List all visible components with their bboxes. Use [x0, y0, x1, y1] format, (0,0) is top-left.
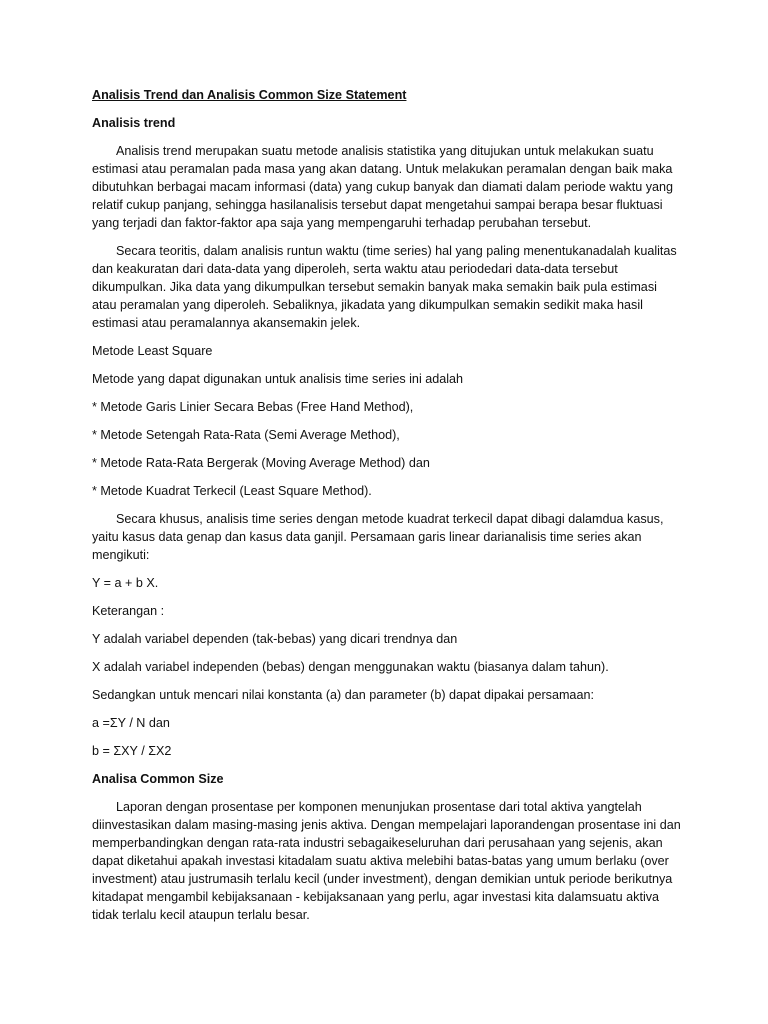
equation-trend-line: Y = a + b X.	[92, 576, 159, 590]
list-item-method-3: * Metode Rata-Rata Bergerak (Moving Average Method) dan	[92, 456, 430, 470]
paragraph-constants: Sedangkan untuk mencari nilai konstanta (a) dan parameter (b) dapat dipakai persamaan:	[92, 688, 594, 702]
equation-a: a =ΣY / N dan	[92, 716, 170, 730]
paragraph-common-size: Laporan dengan prosentase per komponen menunjukan prosentase dari total aktiva yangtelah diinvestasikan dalam masing-masing jenis aktiva. Dengan mempelajari laporandengan prosentase ini dan memperbandingkan dengan rata-rata industri sebagaikeseluruhan dari perusahaan yang sejenis, akan dapat diketahui apakah investasi kitadalam suatu aktiva melebihi batas-batas yang umum berlaku (over investment) atau justrumasih terlalu kecil (under investment), dengan demikian untuk periode berikutnya kitadapat mengambil kebijaksanaan - kebijaksanaan yang perlu, agar investasi kita dalamsuatu aktiva tidak terlalu kecil ataupun terlalu besar.	[92, 800, 681, 922]
list-item-method-1: * Metode Garis Linier Secara Bebas (Free Hand Method),	[92, 400, 414, 414]
paragraph-trend-theory: Secara teoritis, dalam analisis runtun waktu (time series) hal yang paling menentukanadalah kualitas dan keakuratan dari data-data yang diperoleh, serta waktu atau periodedari data-data tersebut dikumpulkan. Jika data yang dikumpulkan tersebut semakin banyak maka semakin baik pula estimasi atau peramalan yang diperoleh. Sebaliknya, jikadata yang dikumpulkan semakin sedikit maka hasil estimasi atau peramalannya akansemakin jelek.	[92, 244, 677, 330]
list-item-method-2: * Metode Setengah Rata-Rata (Semi Average Method),	[92, 428, 400, 442]
paragraph-least-square-cases: Secara khusus, analisis time series dengan metode kuadrat terkecil dapat dibagi dalamdua kasus, yaitu kasus data genap dan kasus data ganjil. Persamaan garis linear darianalisis time series akan mengikuti:	[92, 512, 664, 562]
text-variable-x: X adalah variabel independen (bebas) dengan menggunakan waktu (biasanya dalam tahun).	[92, 660, 609, 674]
heading-metode-least-square: Metode Least Square	[92, 344, 213, 358]
text-variable-y: Y adalah variabel dependen (tak-bebas) yang dicari trendnya dan	[92, 632, 458, 646]
document-page	[92, 86, 682, 934]
label-keterangan: Keterangan :	[92, 604, 165, 618]
equation-b: b = ΣXY / ΣX2	[92, 744, 172, 758]
document-title: Analisis Trend dan Analisis Common Size Statement	[92, 88, 407, 102]
paragraph-trend-definition: Analisis trend merupakan suatu metode analisis statistika yang ditujukan untuk melakukan suatu estimasi atau peramalan pada masa yang akan datang. Untuk melakukan peramalan dengan baik maka dibutuhkan berbagai macam informasi (data) yang cukup banyak dan diamati dalam periode waktu yang relatif cukup panjang, sehingga hasilanalisis tersebut dapat mengetahui sampai berapa besar fluktuasi yang terjadi dan faktor-faktor apa saja yang mempengaruhi terhadap perubahan tersebut.	[92, 144, 674, 230]
list-item-method-4: * Metode Kuadrat Terkecil (Least Square Method).	[92, 484, 372, 498]
heading-analisa-common-size: Analisa Common Size	[92, 772, 224, 786]
heading-analisis-trend: Analisis trend	[92, 116, 176, 130]
paragraph-methods-intro: Metode yang dapat digunakan untuk analisis time series ini adalah	[92, 372, 464, 386]
